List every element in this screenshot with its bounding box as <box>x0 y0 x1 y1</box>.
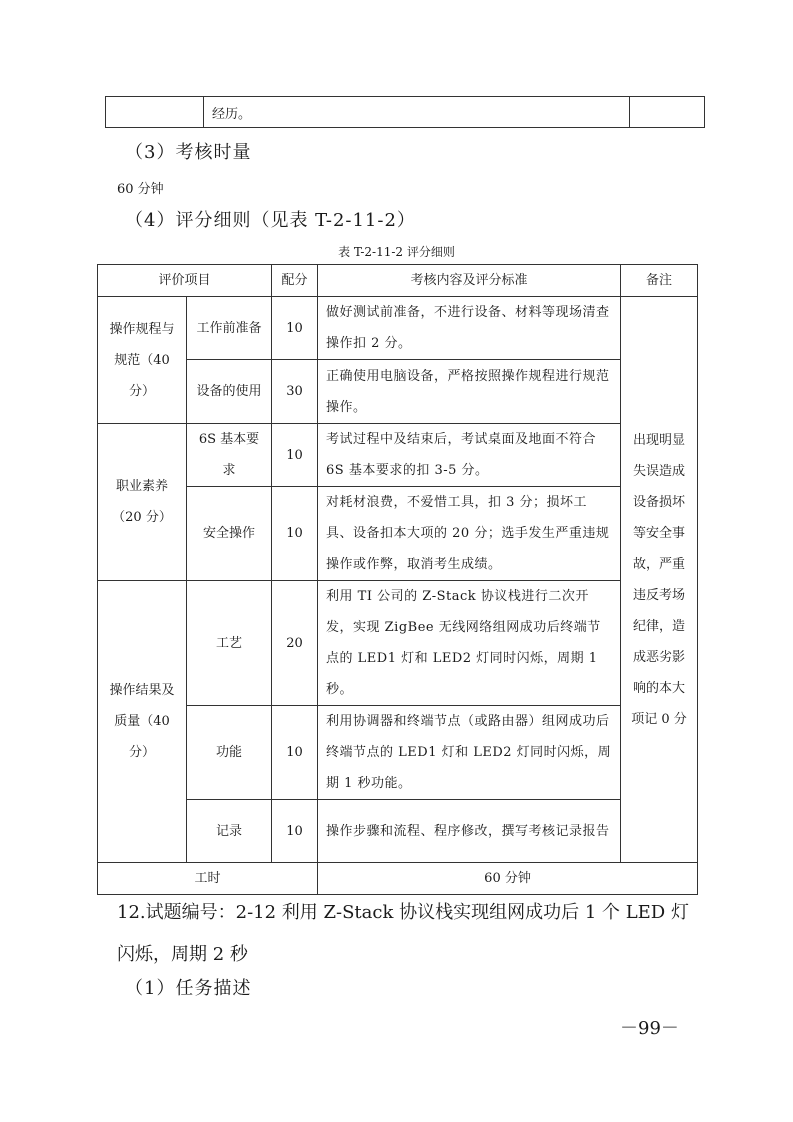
note-line: 纪律，造 <box>633 618 686 634</box>
score-cell: 20 <box>272 581 318 706</box>
table-row <box>98 581 698 706</box>
top-partial-table <box>105 96 705 128</box>
top-table-empty-cell-right <box>630 97 705 128</box>
group-name <box>98 581 187 863</box>
group-name-line: （20 分） <box>112 510 172 525</box>
group-name-line: 职业素养 <box>115 479 168 494</box>
page-number: －99－ <box>620 1018 679 1039</box>
group-name-line: 分） <box>128 383 155 399</box>
note-line: 响的本大 <box>633 680 686 696</box>
sub-item: 设备的使用 <box>187 360 272 424</box>
table-footer-row <box>98 863 698 895</box>
note-line: 违反考场 <box>633 587 686 603</box>
note-line: 项记 0 分 <box>631 711 687 727</box>
note-line: 成恶劣影 <box>633 649 686 665</box>
sub-item-line: 6S 基本要 <box>198 432 260 447</box>
sub-item: 记录 <box>187 800 272 863</box>
group-name-line: 分） <box>128 745 155 760</box>
group-name-line: 质量（40 <box>114 714 170 729</box>
score-cell: 10 <box>272 706 318 800</box>
sub-item-line: 求 <box>222 463 236 478</box>
score-cell: 10 <box>272 297 318 360</box>
top-table-text-cell: 经历。 <box>204 97 630 128</box>
score-cell: 30 <box>272 360 318 424</box>
header-item: 评价项目 <box>98 265 272 297</box>
table-row <box>98 297 698 360</box>
note-line: 等安全事 <box>633 525 686 541</box>
sub-item: 工作前准备 <box>187 297 272 360</box>
table-row <box>98 487 698 581</box>
sub-item: 功能 <box>187 706 272 800</box>
content-cell: 操作步骤和流程、程序修改，撰写考核记录报告 <box>318 800 621 863</box>
score-cell: 10 <box>272 800 318 863</box>
question-12-title: 12.试题编号：2-12 利用 Z-Stack 协议栈实现组网成功后 1 个 LED 灯闪烁，周期 2 秒 <box>117 902 689 965</box>
score-cell: 10 <box>272 487 318 581</box>
exam-duration: 60 分钟 <box>117 182 164 197</box>
header-note: 备注 <box>621 265 698 297</box>
group-name <box>98 424 187 581</box>
note-line: 故，严重 <box>633 556 686 572</box>
table-row <box>98 706 698 800</box>
section4-heading: （4）评分细则（见表 T-2-11-2） <box>125 210 416 231</box>
group-name-line: 规范（40 <box>114 352 170 368</box>
group-name <box>98 297 187 424</box>
table-row <box>98 424 698 487</box>
header-content: 考核内容及评分标准 <box>318 265 621 297</box>
table-row <box>98 360 698 424</box>
table-caption: 表 T-2-11-2 评分细则 <box>338 245 455 259</box>
sub-item: 工艺 <box>187 581 272 706</box>
content-cell: 正确使用电脑设备，严格按照操作规程进行规范操作。 <box>318 360 621 424</box>
footer-value: 60 分钟 <box>318 863 698 895</box>
top-table-empty-cell <box>106 97 204 128</box>
header-score: 配分 <box>272 265 318 297</box>
group-name-line: 操作规程与 <box>109 321 175 337</box>
group-name-line: 操作结果及 <box>109 683 175 698</box>
note-cell <box>621 297 698 863</box>
sub-item: 安全操作 <box>187 487 272 581</box>
content-cell: 利用 TI 公司的 Z-Stack 协议栈进行二次开发，实现 ZigBee 无线网络组网成功后终端节点的 LED1 灯和 LED2 灯同时闪烁，周期 1 秒。 <box>318 581 621 706</box>
content-cell: 利用协调器和终端节点（或路由器）组网成功后终端节点的 LED1 灯和 LED2 灯同时闪烁，周期 1 秒功能。 <box>318 706 621 800</box>
note-line: 设备损坏 <box>633 494 686 510</box>
table-row <box>98 800 698 863</box>
section3-heading: （3）考核时量 <box>125 142 252 163</box>
scoring-table <box>97 264 698 895</box>
sub-item <box>187 424 272 487</box>
footer-label: 工时 <box>98 863 318 895</box>
table-header-row <box>98 265 698 297</box>
note-line: 出现明显 <box>633 432 686 448</box>
task-description-heading: （1）任务描述 <box>125 978 252 999</box>
note-line: 失误造成 <box>633 463 686 479</box>
score-cell: 10 <box>272 424 318 487</box>
content-cell: 考试过程中及结束后，考试桌面及地面不符合 6S 基本要求的扣 3-5 分。 <box>318 424 621 487</box>
content-cell: 对耗材浪费，不爱惜工具，扣 3 分；损坏工具、设备扣本大项的 20 分；选手发生严重违规操作或作弊，取消考生成绩。 <box>318 487 621 581</box>
content-cell: 做好测试前准备，不进行设备、材料等现场清查操作扣 2 分。 <box>318 297 621 360</box>
